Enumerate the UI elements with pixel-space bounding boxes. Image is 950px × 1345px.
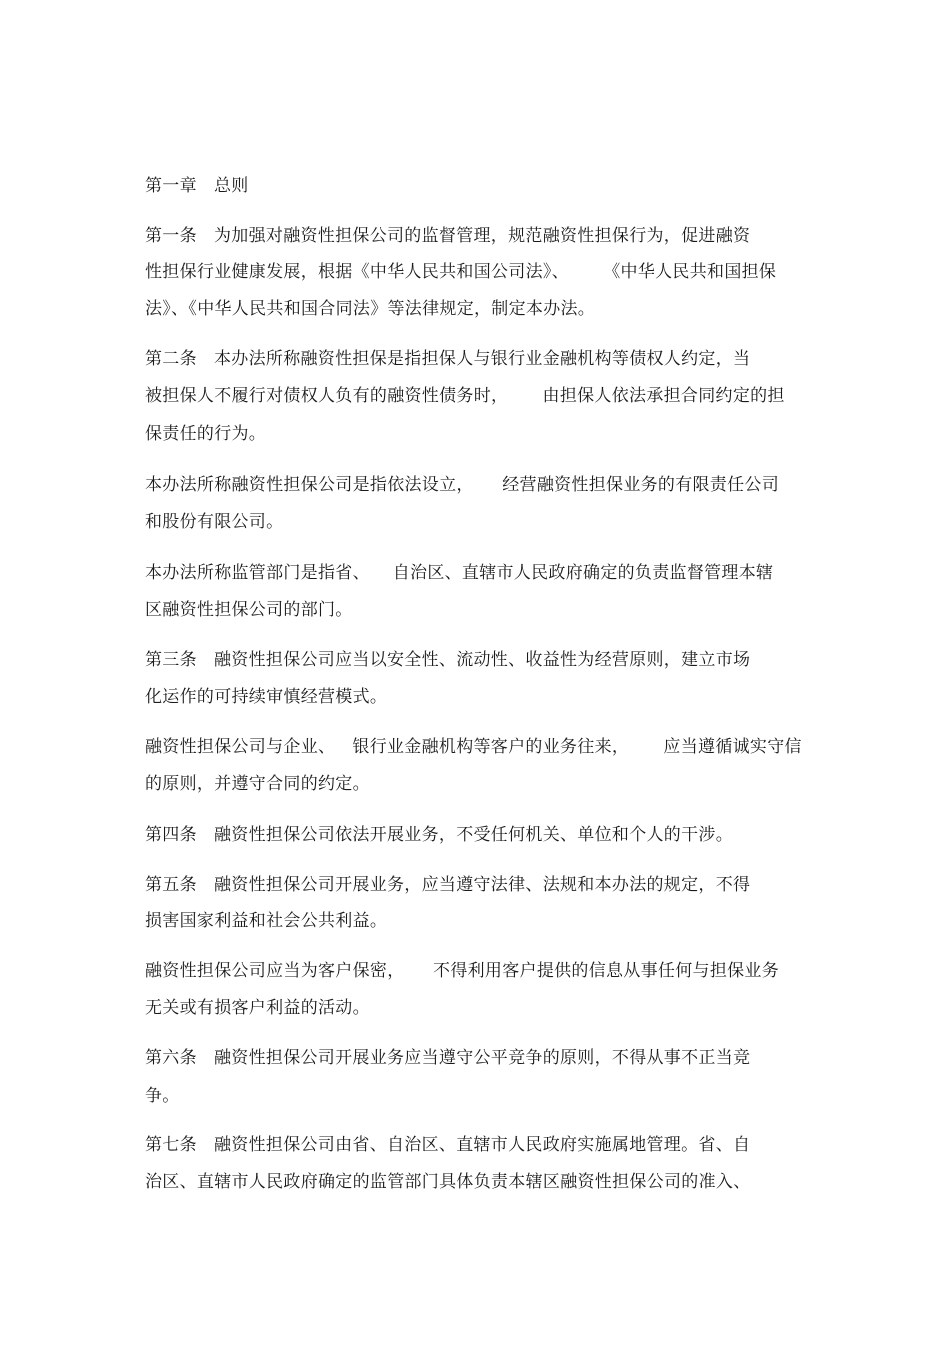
paragraph-business-line-1: 融资性担保公司与企业、 银行业金融机构等客户的业务往来， 应当遵循诚实守信 xyxy=(145,737,802,757)
article-4-line-1: 第四条 融资性担保公司依法开展业务，不受任何机关、单位和个人的干涉。 xyxy=(145,825,734,845)
paragraph-guarantee-company-line-1: 本办法所称融资性担保公司是指依法设立， 经营融资性担保业务的有限责任公司 xyxy=(145,475,780,495)
article-6-line-1: 第六条 融资性担保公司开展业务应当遵守公平竞争的原则，不得从事不正当竞 xyxy=(145,1048,751,1068)
paragraph-regulator-line-1: 本办法所称监管部门是指省、 自治区、直辖市人民政府确定的负责监督管理本辖 xyxy=(145,563,774,583)
paragraph-guarantee-company-line-2: 和股份有限公司。 xyxy=(145,512,284,532)
article-5-line-1: 第五条 融资性担保公司开展业务，应当遵守法律、法规和本办法的规定，不得 xyxy=(145,875,751,895)
article-2-line-3: 保责任的行为。 xyxy=(145,424,267,444)
article-1-line-1: 第一条 为加强对融资性担保公司的监督管理，规范融资性担保行为，促进融资 xyxy=(145,226,751,246)
article-2-line-2: 被担保人不履行对债权人负有的融资性债务时， 由担保人依法承担合同约定的担 xyxy=(145,386,785,406)
chapter-heading: 第一章 总则 xyxy=(145,176,249,196)
article-7-line-2: 治区、直辖市人民政府确定的监管部门具体负责本辖区融资性担保公司的准入、 xyxy=(145,1172,751,1192)
article-1-line-2: 性担保行业健康发展，根据《中华人民共和国公司法》、 《中华人民共和国担保 xyxy=(145,262,777,282)
article-3-line-2: 化运作的可持续审慎经营模式。 xyxy=(145,687,388,707)
paragraph-confidentiality-line-1: 融资性担保公司应当为客户保密， 不得利用客户提供的信息从事任何与担保业务 xyxy=(145,961,780,981)
paragraph-regulator-line-2: 区融资性担保公司的部门。 xyxy=(145,600,353,620)
paragraph-business-line-2: 的原则，并遵守合同的约定。 xyxy=(145,774,370,794)
article-5-line-2: 损害国家利益和社会公共利益。 xyxy=(145,911,388,931)
article-7-line-1: 第七条 融资性担保公司由省、自治区、直辖市人民政府实施属地管理。省、自 xyxy=(145,1135,751,1155)
article-6-line-2: 争。 xyxy=(145,1086,180,1106)
article-3-line-1: 第三条 融资性担保公司应当以安全性、流动性、收益性为经营原则，建立市场 xyxy=(145,650,751,670)
paragraph-confidentiality-line-2: 无关或有损客户利益的活动。 xyxy=(145,998,370,1018)
article-2-line-1: 第二条 本办法所称融资性担保是指担保人与银行业金融机构等债权人约定，当 xyxy=(145,349,751,369)
article-1-line-3: 法》、《中华人民共和国合同法》等法律规定，制定本办法。 xyxy=(145,299,596,319)
